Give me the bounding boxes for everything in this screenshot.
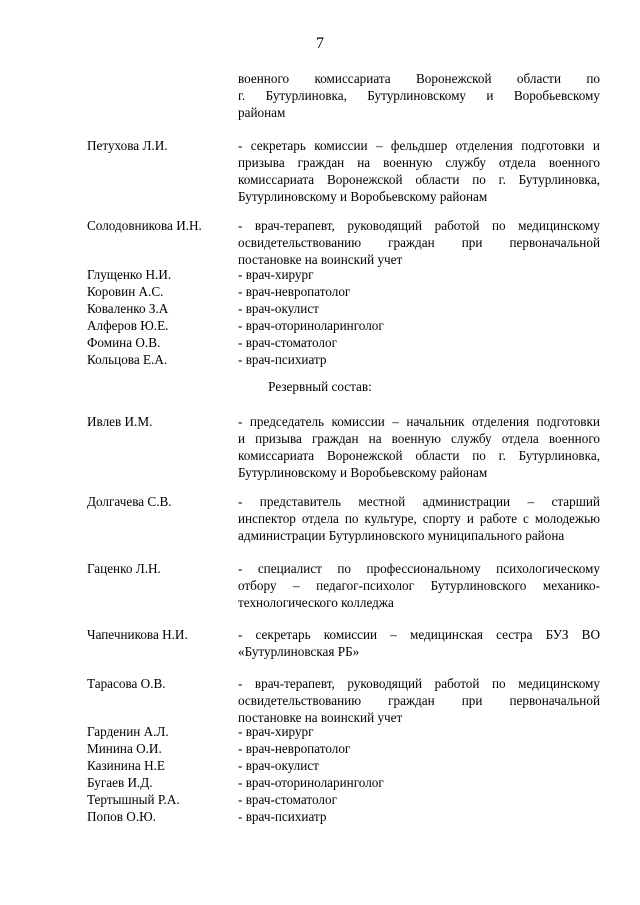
text-line: комиссариата Воронежской области по г. Бутурлиновка, [238, 172, 600, 187]
member-name: Глущенко Н.И. [87, 267, 172, 282]
member-role [238, 283, 600, 300]
text-line: - врач-невропатолог [238, 284, 351, 299]
text-line: г. Бутурлиновка, Бутурлиновскому и Воробьевскому [238, 88, 600, 103]
member-role [238, 137, 600, 205]
text-line: - врач-оториноларинголог [238, 318, 384, 333]
text-line: технологического колледжа [238, 595, 394, 610]
text-line: «Бутурлиновская РБ» [238, 644, 360, 659]
text-line: - секретарь комиссии – фельдшер отделения подготовки и [238, 138, 600, 153]
member-name: Чапечникова Н.И. [87, 627, 188, 642]
member-name: Солодовникова И.Н. [87, 218, 202, 233]
text-line: - представитель местной администрации – старший [238, 494, 600, 509]
text-line: военного комиссариата Воронежской области по [238, 71, 600, 86]
member-role [238, 560, 600, 611]
member-name: Кольцова Е.А. [87, 352, 168, 367]
member-role [238, 493, 600, 544]
text-line: комиссариата Воронежской области по г. Бутурлиновка, [238, 448, 600, 463]
member-role [238, 626, 600, 660]
member-name: Минина О.И. [87, 741, 162, 756]
member-name: Фомина О.В. [87, 335, 161, 350]
member-role [238, 317, 600, 334]
member-role [238, 217, 600, 268]
text-line: - врач-окулист [238, 758, 319, 773]
member-role [238, 334, 600, 351]
member-role [238, 351, 600, 368]
member-name: Алферов Ю.Е. [87, 318, 169, 333]
text-line: - врач-оториноларинголог [238, 775, 384, 790]
member-role [238, 300, 600, 317]
text-line: - врач-хирург [238, 724, 314, 739]
text-line: призыва граждан на военную службу отдела военного [238, 155, 600, 170]
member-name: Казинина Н.Е [87, 758, 165, 773]
member-name: Долгачева С.В. [87, 494, 172, 509]
text-line: - врач-терапевт, руководящий работой по медицинскому [238, 218, 600, 233]
member-role [238, 266, 600, 283]
text-line: постановке на воинский учет [238, 710, 403, 725]
member-role [238, 740, 600, 757]
text-line: Бутурлиновскому и Воробьевскому районам [238, 465, 488, 480]
text-line: освидетельствованию граждан при первоначальной [238, 235, 600, 250]
member-name: Петухова Л.И. [87, 138, 168, 153]
member-role [238, 675, 600, 726]
text-line: - председатель комиссии – начальник отделения подготовки [238, 414, 600, 429]
text-line: - секретарь комиссии – медицинская сестра БУЗ ВО [238, 627, 600, 642]
continuation-text [238, 70, 600, 121]
text-line: освидетельствованию граждан при первоначальной [238, 693, 600, 708]
text-line: постановке на воинский учет [238, 252, 403, 267]
member-name: Коровин А.С. [87, 284, 164, 299]
text-line: - врач-терапевт, руководящий работой по медицинскому [238, 676, 600, 691]
text-line: инспектор отдела по культуре, спорту и работе с молодежью [238, 511, 600, 526]
member-name: Ивлев И.М. [87, 414, 153, 429]
text-line: и призыва граждан на военную службу отдела военного [238, 431, 600, 446]
text-line: - врач-хирург [238, 267, 314, 282]
member-name: Тарасова О.В. [87, 676, 166, 691]
member-name: Попов О.Ю. [87, 809, 156, 824]
member-role [238, 808, 600, 825]
member-role [238, 723, 600, 740]
text-line: - врач-психиатр [238, 809, 327, 824]
text-line: администрации Бутурлиновского муниципального района [238, 528, 565, 543]
text-line: - врач-стоматолог [238, 792, 338, 807]
text-line: - врач-невропатолог [238, 741, 351, 756]
member-name: Гаценко Л.Н. [87, 561, 161, 576]
member-name: Тертышный Р.А. [87, 792, 180, 807]
reserve-heading: Резервный состав: [268, 379, 372, 394]
member-role [238, 791, 600, 808]
text-line: - врач-психиатр [238, 352, 327, 367]
member-name: Бугаев И.Д. [87, 775, 153, 790]
member-role [238, 774, 600, 791]
page-number: 7 [316, 35, 324, 52]
text-line: - специалист по профессиональному психологическому [238, 561, 600, 576]
member-name: Гарденин А.Л. [87, 724, 169, 739]
text-line: Бутурлиновскому и Воробьевскому районам [238, 189, 488, 204]
text-line: - врач-стоматолог [238, 335, 338, 350]
text-line: отбору – педагог-психолог Бутурлиновского механико- [238, 578, 600, 593]
member-name: Коваленко З.А [87, 301, 169, 316]
text-line: районам [238, 105, 286, 120]
member-role [238, 757, 600, 774]
text-line: - врач-окулист [238, 301, 319, 316]
member-role [238, 413, 600, 481]
